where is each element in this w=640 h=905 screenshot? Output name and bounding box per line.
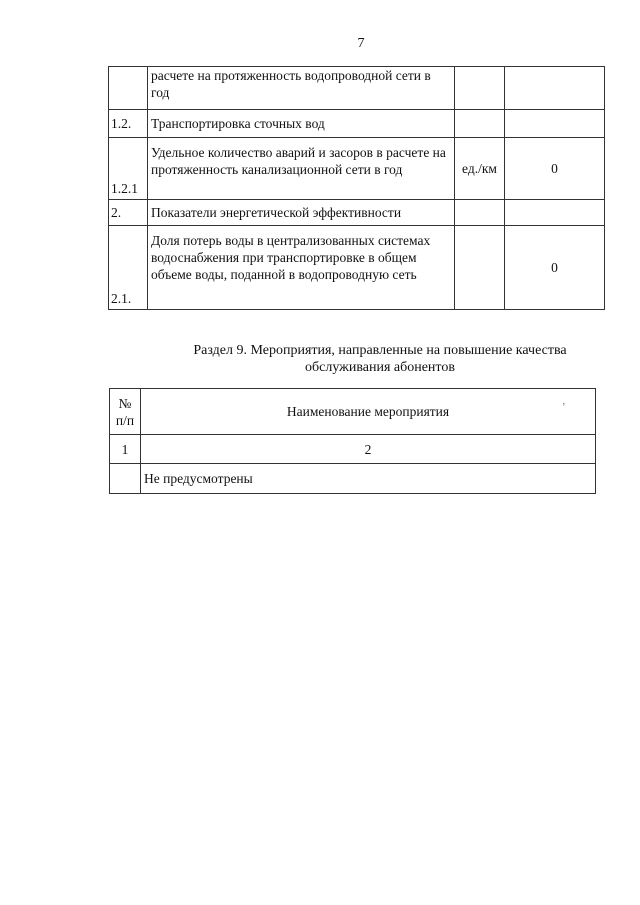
row-number: 1.2.1 <box>109 138 148 200</box>
row-number <box>109 67 148 110</box>
indicators-table <box>108 66 605 310</box>
row-value: 0 <box>505 226 605 310</box>
row-number: 2. <box>109 200 148 226</box>
section-title <box>170 342 590 376</box>
row-value <box>505 200 605 226</box>
section-title-line-1: Раздел 9. Мероприятия, направленные на повышение качества <box>193 343 567 358</box>
table-row <box>109 110 605 138</box>
row-unit <box>455 200 505 226</box>
header-name: Наименование мероприятия <box>141 389 596 435</box>
index-number: 1 <box>110 435 141 464</box>
table-header-row <box>110 389 596 435</box>
row-name: Не предусмотрены <box>141 464 596 494</box>
row-text: Удельное количество аварий и засоров в расчете на протяженность канализационной сети в год <box>148 138 455 200</box>
measures-table <box>109 388 596 494</box>
row-number: 1.2. <box>109 110 148 138</box>
row-text: Показатели энергетической эффективности <box>148 200 455 226</box>
row-value: 0 <box>505 138 605 200</box>
page-number: 7 <box>357 36 365 51</box>
row-text: Доля потерь воды в централизованных системах водоснабжения при транспортировке в общем объеме воды, поданной в водопроводную сеть <box>148 226 455 310</box>
table-row <box>110 464 596 494</box>
table-row <box>109 226 605 310</box>
header-number-line-1: № <box>118 395 132 411</box>
table-row <box>109 138 605 200</box>
section-title-line-2: обслуживания абонентов <box>305 360 455 375</box>
row-unit <box>455 67 505 110</box>
row-text: расчете на протяженность водопроводной сети в год <box>148 67 455 110</box>
header-number <box>110 389 141 435</box>
table-row <box>109 67 605 110</box>
tick-mark: ʼ <box>562 402 566 413</box>
row-number <box>110 464 141 494</box>
row-value <box>505 110 605 138</box>
header-number-line-2: п/п <box>115 412 135 428</box>
table-index-row <box>110 435 596 464</box>
row-unit: ед./км <box>455 138 505 200</box>
index-name: 2 <box>141 435 596 464</box>
table-row <box>109 200 605 226</box>
row-number: 2.1. <box>109 226 148 310</box>
row-text: Транспортировка сточных вод <box>148 110 455 138</box>
row-unit <box>455 226 505 310</box>
row-value <box>505 67 605 110</box>
row-unit <box>455 110 505 138</box>
